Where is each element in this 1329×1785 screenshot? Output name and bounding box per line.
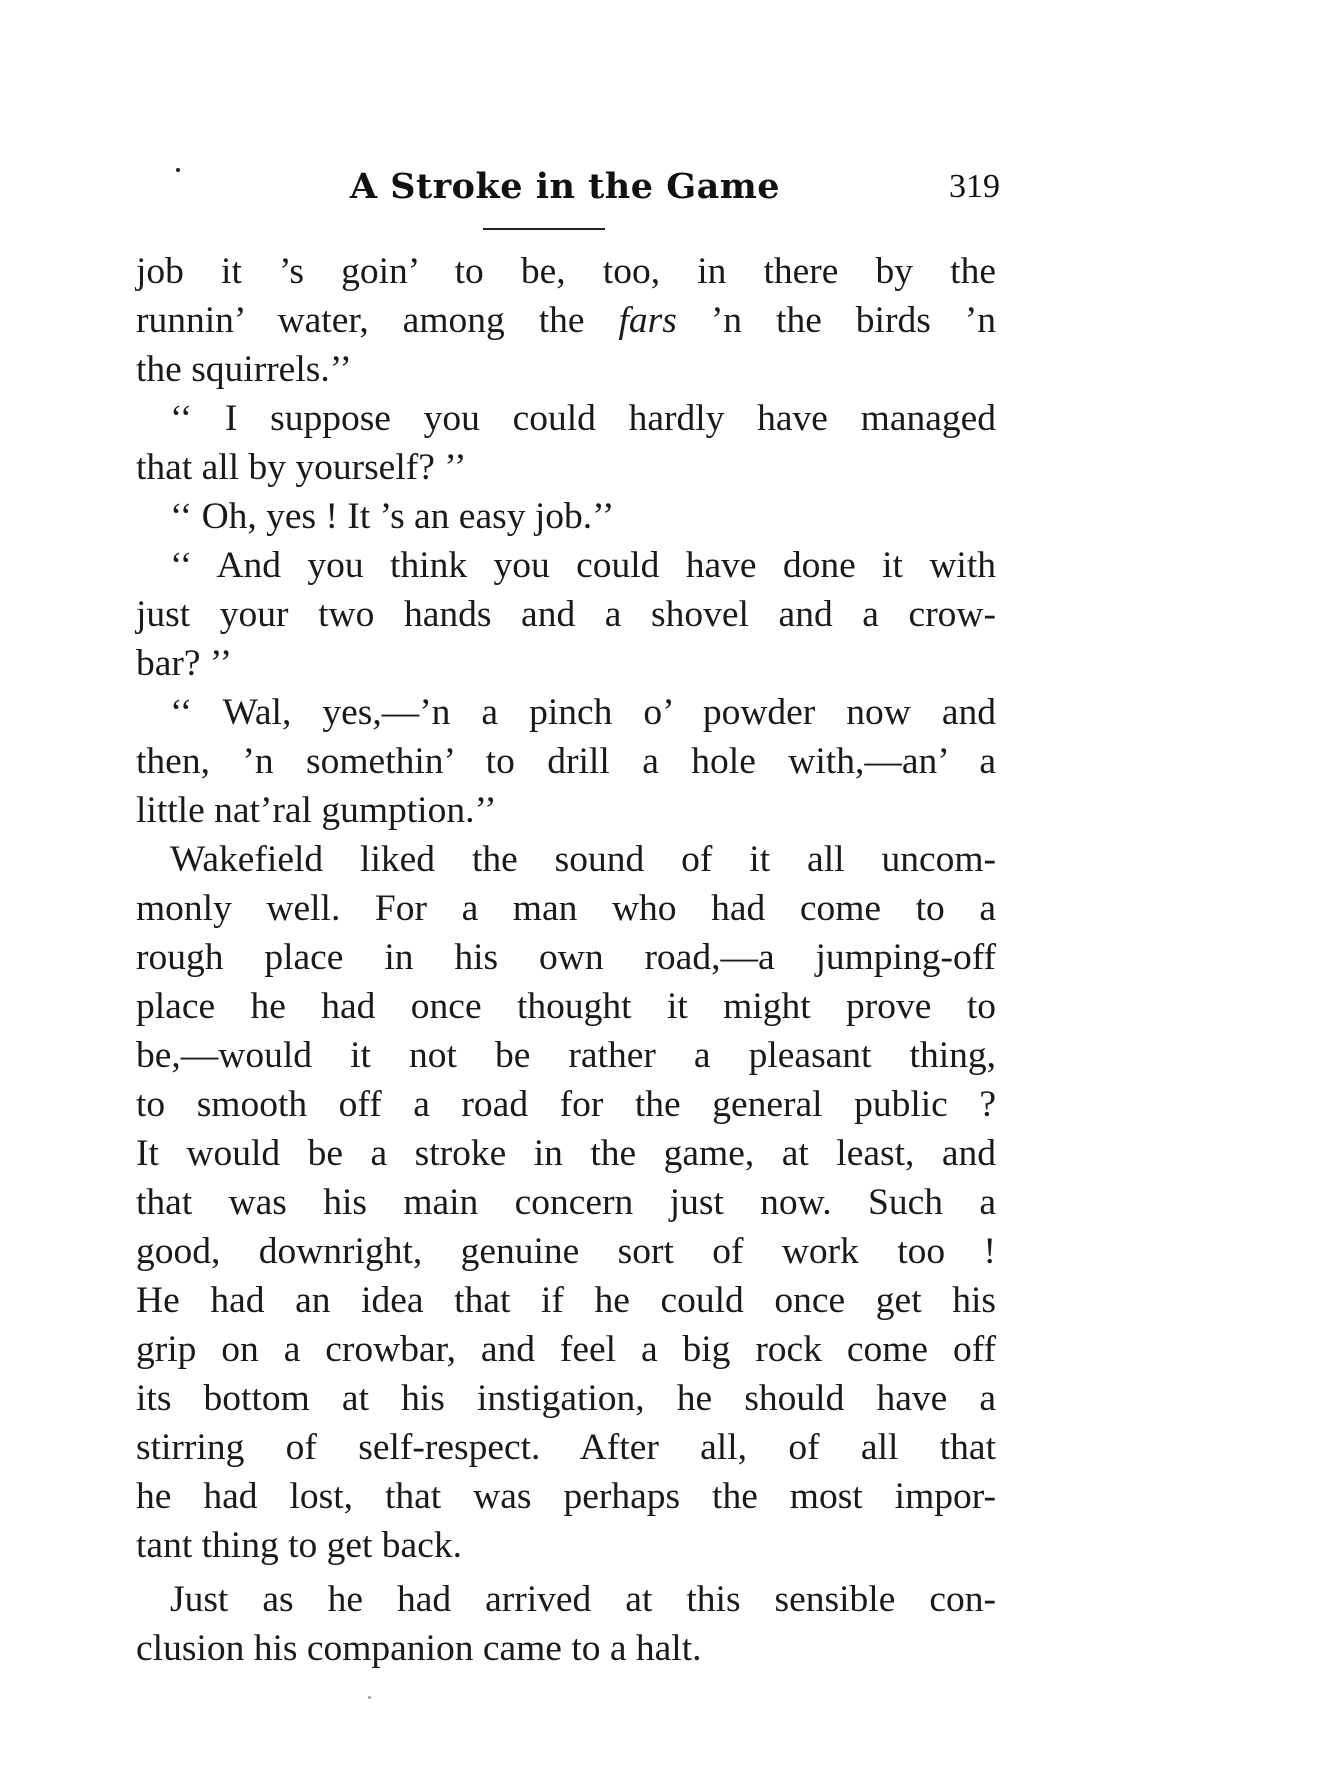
text-line: place he had once thought it might prove to <box>136 986 996 1027</box>
header-rule <box>483 228 605 230</box>
text-line: stirring of self-respect. After all, of all that <box>136 1427 996 1468</box>
text-line: Wakefield liked the sound of it all uncom- <box>170 839 996 880</box>
text-line: clusion his companion came to a halt. <box>136 1628 702 1669</box>
text-line: be,—would it not be rather a pleasant thing, <box>136 1035 996 1076</box>
text-line: then, ’n somethin’ to drill a hole with,—an’ a <box>136 741 996 782</box>
text-line: runnin’ water, among the fars ’n the birds ’n <box>136 300 996 341</box>
running-title: A Stroke in the Game <box>349 166 781 207</box>
text-line: Just as he had arrived at this sensible con- <box>170 1579 996 1620</box>
text-line: job it ’s goin’ to be, too, in there by the <box>136 251 996 292</box>
text-line: ‘‘ Wal, yes,—’n a pinch o’ powder now and <box>170 692 996 733</box>
text-line: little nat’ral gumption.’’ <box>136 790 497 831</box>
text-line: He had an idea that if he could once get his <box>136 1280 996 1321</box>
text-line: tant thing to get back. <box>136 1525 462 1566</box>
text-line: ‘‘ I suppose you could hardly have managed <box>170 398 996 439</box>
text-line: ‘‘ Oh, yes ! It ’s an easy job.’’ <box>170 496 615 537</box>
text-line: just your two hands and a shovel and a crow- <box>136 594 996 635</box>
text-line: ‘‘ And you think you could have done it with <box>170 545 996 586</box>
text-line: good, downright, genuine sort of work too ! <box>136 1231 996 1272</box>
text-line: its bottom at his instigation, he should have a <box>136 1378 996 1419</box>
page-header <box>130 160 1000 220</box>
text-line: grip on a crowbar, and feel a big rock come off <box>136 1329 996 1370</box>
text-line: he had lost, that was perhaps the most impor- <box>136 1476 996 1517</box>
text-line: that was his main concern just now. Such a <box>136 1182 996 1223</box>
text-line: bar? ’’ <box>136 643 233 684</box>
text-line: It would be a stroke in the game, at least, and <box>136 1133 996 1174</box>
text-line: monly well. For a man who had come to a <box>136 888 996 929</box>
print-speck <box>368 1696 371 1699</box>
text-line: the squirrels.’’ <box>136 349 352 390</box>
body-text <box>136 247 996 1673</box>
text-line: that all by yourself? ’’ <box>136 447 467 488</box>
italic-word: fars <box>618 300 677 341</box>
page-number: 319 <box>949 168 1000 205</box>
text-line: to smooth off a road for the general public ? <box>136 1084 996 1125</box>
text-line: rough place in his own road,—a jumping-off <box>136 937 996 978</box>
